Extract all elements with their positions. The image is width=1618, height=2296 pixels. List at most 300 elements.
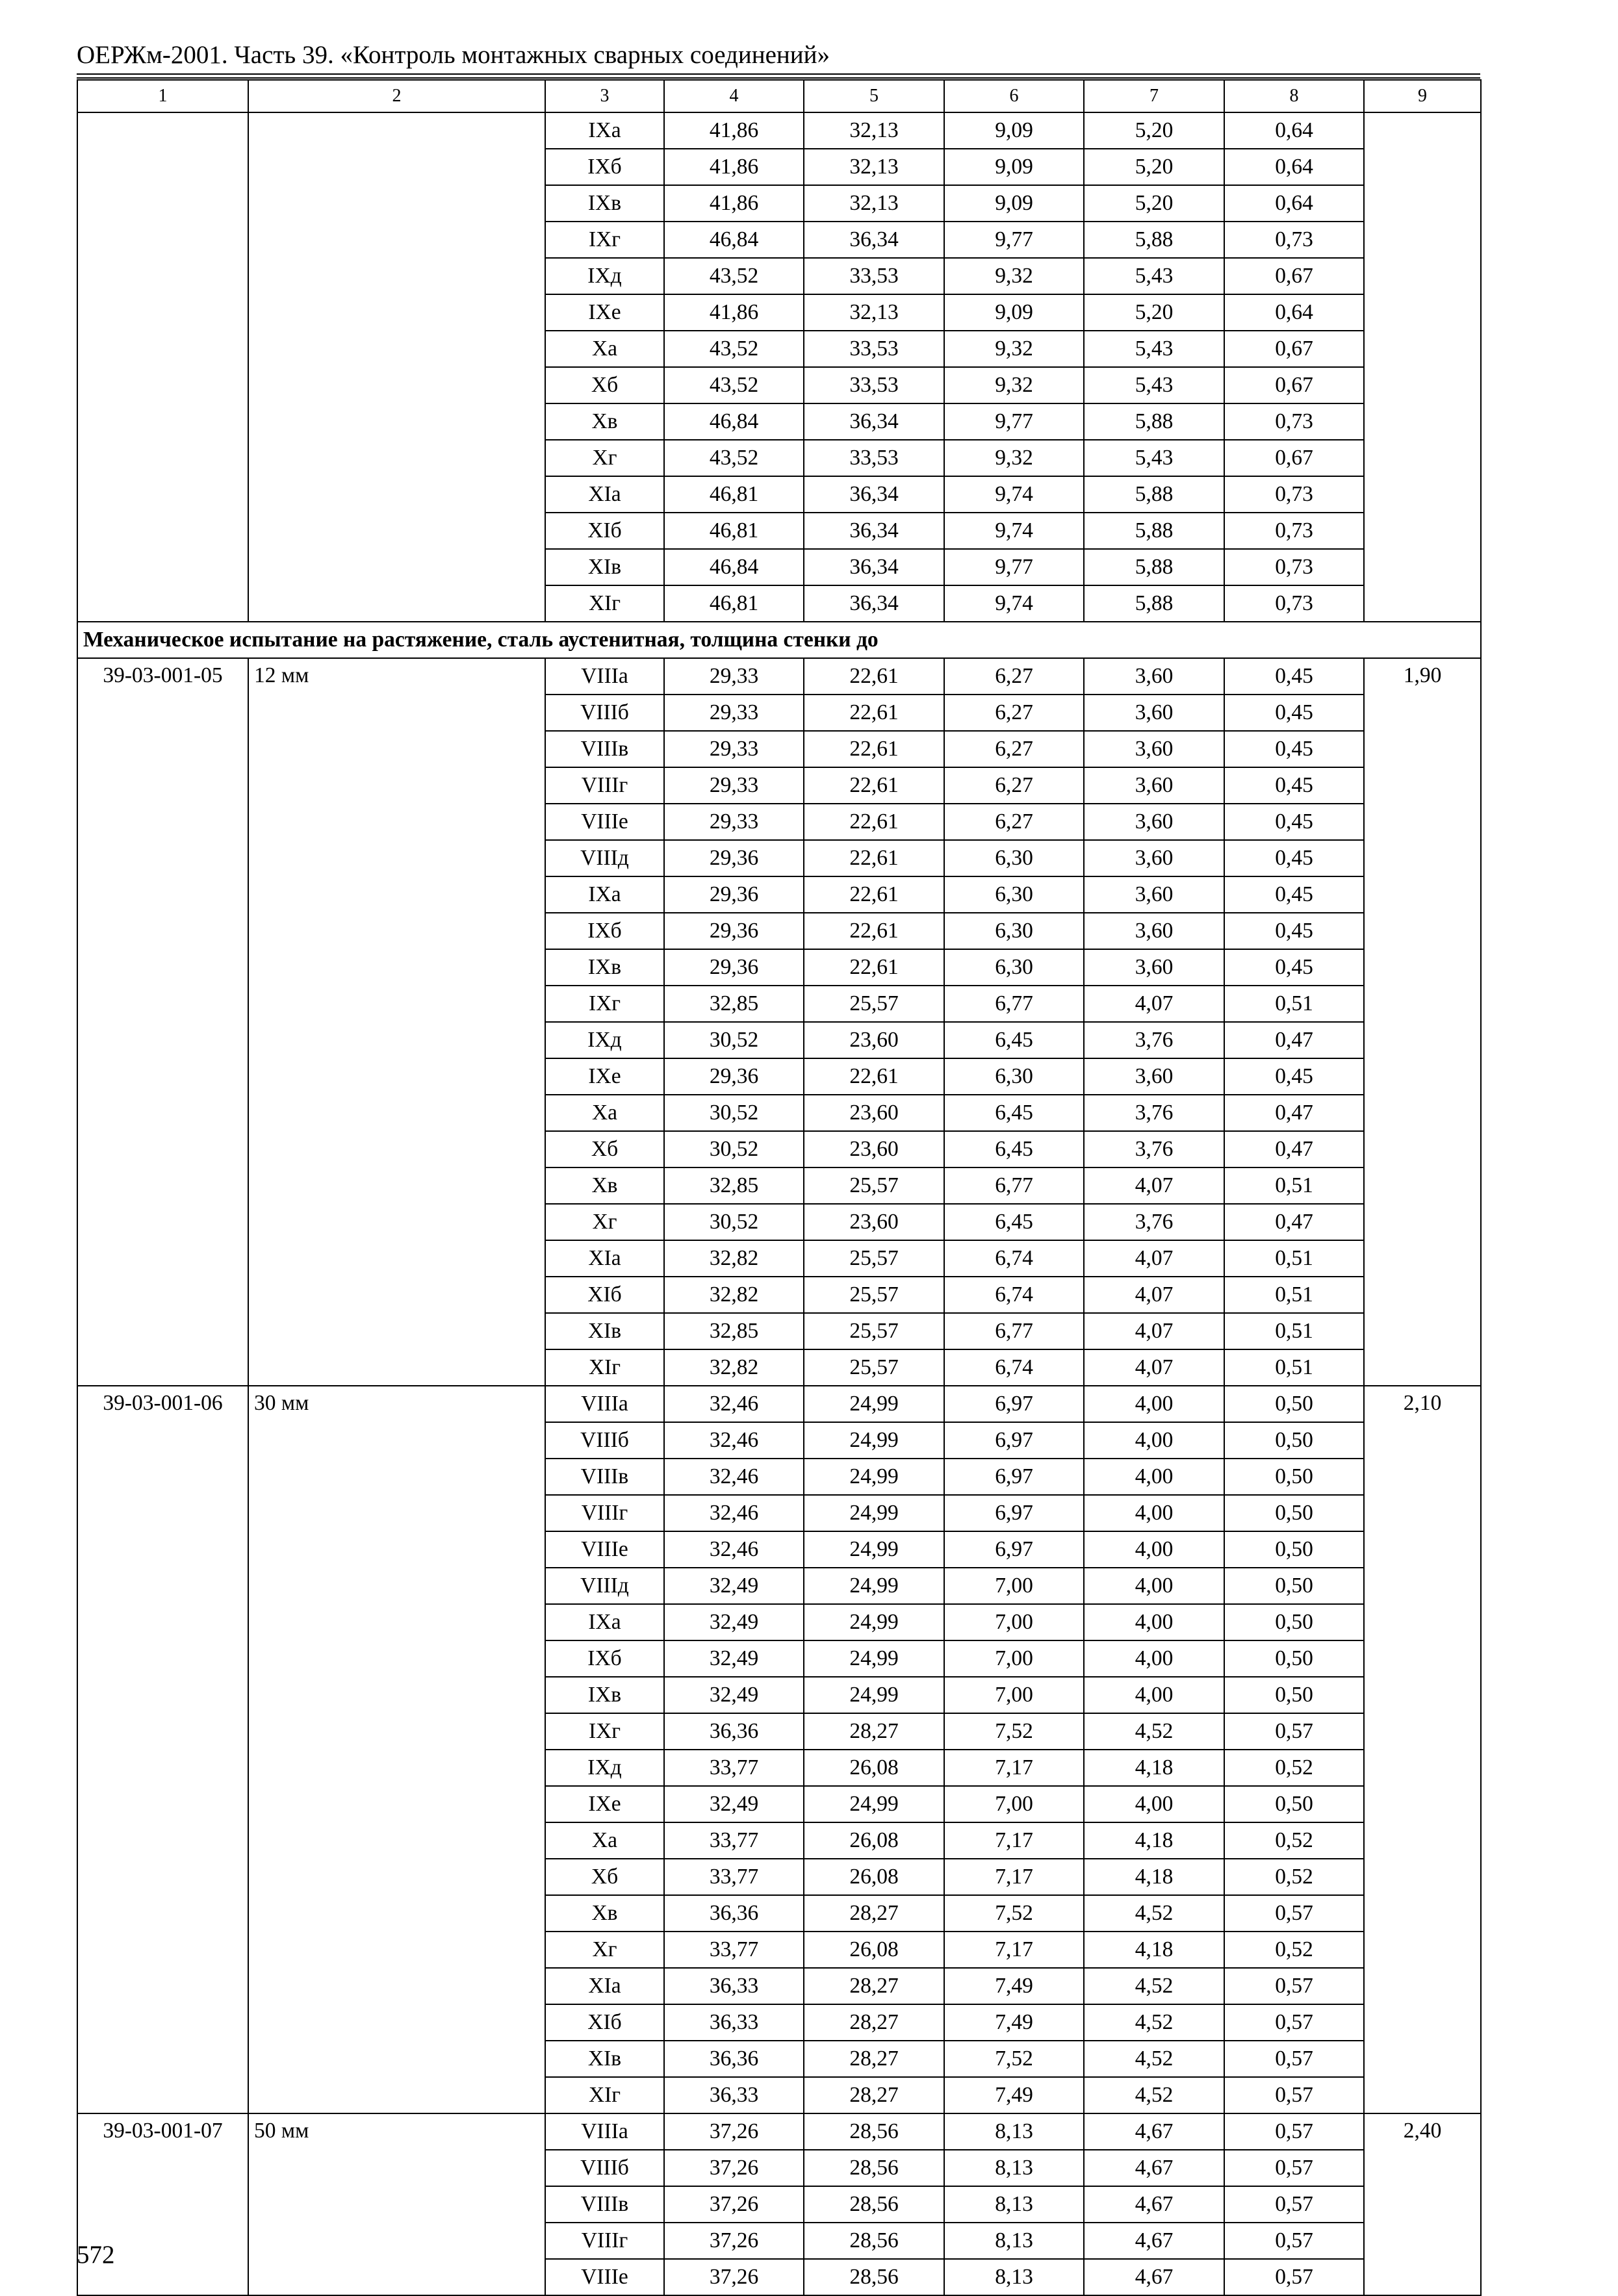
header-rule-bottom	[77, 77, 1480, 79]
category-cell: XIб	[545, 1277, 664, 1313]
col9-value-cell: 1,90	[1364, 658, 1481, 1386]
value-cell: 0,45	[1224, 913, 1364, 949]
value-cell: 33,53	[804, 258, 944, 294]
value-cell: 41,86	[664, 112, 804, 149]
rate-code-cell	[77, 112, 248, 622]
category-cell: Xa	[545, 1822, 664, 1859]
value-cell: 28,56	[804, 2223, 944, 2259]
value-cell: 0,51	[1224, 986, 1364, 1022]
value-cell: 6,45	[944, 1131, 1084, 1167]
value-cell: 0,50	[1224, 1568, 1364, 1604]
value-cell: 9,74	[944, 585, 1084, 622]
value-cell: 24,99	[804, 1568, 944, 1604]
value-cell: 25,57	[804, 1277, 944, 1313]
value-cell: 7,00	[944, 1786, 1084, 1822]
rate-code-cell: 39-03-001-05	[77, 658, 248, 1386]
value-cell: 46,81	[664, 476, 804, 513]
value-cell: 0,50	[1224, 1422, 1364, 1459]
value-cell: 0,67	[1224, 331, 1364, 367]
value-cell: 41,86	[664, 185, 804, 222]
value-cell: 6,27	[944, 658, 1084, 695]
value-cell: 4,67	[1084, 2186, 1224, 2223]
value-cell: 0,47	[1224, 1204, 1364, 1240]
value-cell: 22,61	[804, 731, 944, 767]
value-cell: 6,77	[944, 1167, 1084, 1204]
value-cell: 43,52	[664, 331, 804, 367]
page-header-title: ОЕРЖм-2001. Часть 39. «Контроль монтажных сварных соединений»	[77, 41, 830, 69]
value-cell: 28,27	[804, 2004, 944, 2041]
rates-table-body	[77, 80, 1481, 2295]
value-cell: 36,34	[804, 513, 944, 549]
value-cell: 4,52	[1084, 2004, 1224, 2041]
value-cell: 22,61	[804, 1058, 944, 1095]
value-cell: 4,18	[1084, 1822, 1224, 1859]
value-cell: 0,64	[1224, 294, 1364, 331]
value-cell: 0,47	[1224, 1095, 1364, 1131]
value-cell: 3,76	[1084, 1022, 1224, 1058]
value-cell: 0,57	[1224, 1895, 1364, 1932]
value-cell: 33,77	[664, 1822, 804, 1859]
value-cell: 5,43	[1084, 440, 1224, 476]
category-cell: IXв	[545, 949, 664, 986]
value-cell: 5,20	[1084, 112, 1224, 149]
value-cell: 43,52	[664, 367, 804, 403]
value-cell: 5,88	[1084, 585, 1224, 622]
value-cell: 4,00	[1084, 1386, 1224, 1422]
value-cell: 8,13	[944, 2223, 1084, 2259]
value-cell: 30,52	[664, 1204, 804, 1240]
value-cell: 29,36	[664, 876, 804, 913]
value-cell: 37,26	[664, 2223, 804, 2259]
value-cell: 32,46	[664, 1459, 804, 1495]
category-cell: VIIIд	[545, 1568, 664, 1604]
value-cell: 7,00	[944, 1568, 1084, 1604]
category-cell: IXe	[545, 1786, 664, 1822]
value-cell: 36,34	[804, 476, 944, 513]
value-cell: 7,00	[944, 1604, 1084, 1640]
value-cell: 4,00	[1084, 1640, 1224, 1677]
category-cell: IXб	[545, 913, 664, 949]
category-cell: VIIIд	[545, 840, 664, 876]
value-cell: 4,52	[1084, 1968, 1224, 2004]
value-cell: 32,49	[664, 1604, 804, 1640]
value-cell: 3,60	[1084, 767, 1224, 804]
value-cell: 0,45	[1224, 804, 1364, 840]
category-cell: Xб	[545, 367, 664, 403]
value-cell: 32,82	[664, 1277, 804, 1313]
table-row	[77, 658, 1481, 695]
value-cell: 0,57	[1224, 2259, 1364, 2295]
value-cell: 5,43	[1084, 258, 1224, 294]
value-cell: 3,60	[1084, 804, 1224, 840]
column-number-row	[77, 80, 1481, 112]
category-cell: VIIIв	[545, 2186, 664, 2223]
value-cell: 36,33	[664, 2004, 804, 2041]
value-cell: 32,49	[664, 1677, 804, 1713]
value-cell: 25,57	[804, 986, 944, 1022]
value-cell: 4,00	[1084, 1531, 1224, 1568]
value-cell: 7,17	[944, 1859, 1084, 1895]
value-cell: 0,52	[1224, 1932, 1364, 1968]
value-cell: 26,08	[804, 1750, 944, 1786]
value-cell: 3,60	[1084, 913, 1224, 949]
value-cell: 32,13	[804, 185, 944, 222]
value-cell: 24,99	[804, 1531, 944, 1568]
value-cell: 22,61	[804, 804, 944, 840]
value-cell: 29,33	[664, 658, 804, 695]
value-cell: 0,57	[1224, 1968, 1364, 2004]
value-cell: 0,50	[1224, 1459, 1364, 1495]
value-cell: 46,84	[664, 403, 804, 440]
col9-value-cell	[1364, 112, 1481, 622]
category-cell: VIIIa	[545, 658, 664, 695]
value-cell: 46,84	[664, 222, 804, 258]
value-cell: 30,52	[664, 1131, 804, 1167]
value-cell: 3,76	[1084, 1204, 1224, 1240]
value-cell: 26,08	[804, 1859, 944, 1895]
value-cell: 28,27	[804, 2077, 944, 2113]
value-cell: 29,33	[664, 695, 804, 731]
value-cell: 6,97	[944, 1459, 1084, 1495]
value-cell: 3,60	[1084, 1058, 1224, 1095]
value-cell: 0,51	[1224, 1277, 1364, 1313]
value-cell: 41,86	[664, 294, 804, 331]
value-cell: 8,13	[944, 2113, 1084, 2150]
value-cell: 6,30	[944, 913, 1084, 949]
col9-value-cell: 2,40	[1364, 2113, 1481, 2295]
value-cell: 0,50	[1224, 1677, 1364, 1713]
value-cell: 32,49	[664, 1640, 804, 1677]
column-number: 1	[77, 80, 248, 112]
value-cell: 0,45	[1224, 695, 1364, 731]
value-cell: 7,17	[944, 1822, 1084, 1859]
category-cell: XIб	[545, 2004, 664, 2041]
value-cell: 0,50	[1224, 1495, 1364, 1531]
value-cell: 29,36	[664, 1058, 804, 1095]
value-cell: 0,50	[1224, 1640, 1364, 1677]
value-cell: 9,74	[944, 476, 1084, 513]
value-cell: 22,61	[804, 767, 944, 804]
value-cell: 24,99	[804, 1459, 944, 1495]
value-cell: 23,60	[804, 1204, 944, 1240]
column-number: 2	[248, 80, 545, 112]
value-cell: 46,84	[664, 549, 804, 585]
value-cell: 24,99	[804, 1386, 944, 1422]
value-cell: 8,13	[944, 2259, 1084, 2295]
column-number: 8	[1224, 80, 1364, 112]
value-cell: 6,97	[944, 1422, 1084, 1459]
value-cell: 4,67	[1084, 2223, 1224, 2259]
table-row	[77, 1386, 1481, 1422]
value-cell: 0,45	[1224, 949, 1364, 986]
value-cell: 29,36	[664, 949, 804, 986]
value-cell: 4,00	[1084, 1604, 1224, 1640]
category-cell: VIIIб	[545, 2150, 664, 2186]
header-rule-top	[77, 73, 1480, 75]
value-cell: 30,52	[664, 1022, 804, 1058]
value-cell: 28,27	[804, 1895, 944, 1932]
value-cell: 6,27	[944, 731, 1084, 767]
value-cell: 32,46	[664, 1422, 804, 1459]
value-cell: 0,57	[1224, 2223, 1364, 2259]
value-cell: 3,60	[1084, 695, 1224, 731]
value-cell: 36,36	[664, 2041, 804, 2077]
value-cell: 0,45	[1224, 840, 1364, 876]
value-cell: 7,17	[944, 1750, 1084, 1786]
category-cell: IXa	[545, 876, 664, 913]
category-cell: Xг	[545, 440, 664, 476]
value-cell: 24,99	[804, 1640, 944, 1677]
value-cell: 0,64	[1224, 149, 1364, 185]
value-cell: 9,77	[944, 222, 1084, 258]
value-cell: 0,45	[1224, 658, 1364, 695]
category-cell: VIIIa	[545, 1386, 664, 1422]
value-cell: 0,57	[1224, 2004, 1364, 2041]
category-cell: Xв	[545, 1167, 664, 1204]
value-cell: 9,77	[944, 549, 1084, 585]
value-cell: 3,60	[1084, 876, 1224, 913]
value-cell: 5,88	[1084, 476, 1224, 513]
value-cell: 0,73	[1224, 222, 1364, 258]
value-cell: 32,49	[664, 1568, 804, 1604]
value-cell: 46,81	[664, 585, 804, 622]
value-cell: 5,88	[1084, 403, 1224, 440]
category-cell: IXд	[545, 258, 664, 294]
value-cell: 4,07	[1084, 1313, 1224, 1349]
value-cell: 6,97	[944, 1495, 1084, 1531]
value-cell: 7,52	[944, 1713, 1084, 1750]
value-cell: 9,32	[944, 440, 1084, 476]
value-cell: 5,20	[1084, 149, 1224, 185]
value-cell: 4,00	[1084, 1459, 1224, 1495]
value-cell: 7,52	[944, 2041, 1084, 2077]
value-cell: 33,53	[804, 367, 944, 403]
rate-code-cell: 39-03-001-06	[77, 1386, 248, 2113]
value-cell: 28,56	[804, 2113, 944, 2150]
category-cell: IXб	[545, 149, 664, 185]
value-cell: 0,51	[1224, 1240, 1364, 1277]
category-cell: Xa	[545, 331, 664, 367]
value-cell: 9,09	[944, 112, 1084, 149]
value-cell: 29,36	[664, 913, 804, 949]
value-cell: 3,60	[1084, 658, 1224, 695]
category-cell: Xг	[545, 1204, 664, 1240]
category-cell: XIa	[545, 476, 664, 513]
value-cell: 5,20	[1084, 185, 1224, 222]
category-cell: IXe	[545, 294, 664, 331]
value-cell: 0,64	[1224, 112, 1364, 149]
value-cell: 37,26	[664, 2186, 804, 2223]
value-cell: 25,57	[804, 1313, 944, 1349]
value-cell: 0,57	[1224, 2150, 1364, 2186]
value-cell: 4,52	[1084, 1895, 1224, 1932]
value-cell: 36,36	[664, 1895, 804, 1932]
value-cell: 4,00	[1084, 1786, 1224, 1822]
value-cell: 46,81	[664, 513, 804, 549]
value-cell: 9,77	[944, 403, 1084, 440]
value-cell: 6,27	[944, 804, 1084, 840]
category-cell: IXг	[545, 986, 664, 1022]
value-cell: 0,52	[1224, 1750, 1364, 1786]
column-number: 4	[664, 80, 804, 112]
value-cell: 4,07	[1084, 986, 1224, 1022]
value-cell: 32,82	[664, 1349, 804, 1386]
value-cell: 4,18	[1084, 1750, 1224, 1786]
value-cell: 6,74	[944, 1277, 1084, 1313]
section-title: Механическое испытание на растяжение, сталь аустенитная, толщина стенки до	[77, 622, 1481, 658]
value-cell: 28,56	[804, 2259, 944, 2295]
value-cell: 4,07	[1084, 1240, 1224, 1277]
page-number: 572	[77, 2241, 115, 2269]
value-cell: 0,57	[1224, 1713, 1364, 1750]
value-cell: 6,27	[944, 767, 1084, 804]
value-cell: 0,47	[1224, 1131, 1364, 1167]
value-cell: 36,34	[804, 585, 944, 622]
category-cell: VIIIв	[545, 731, 664, 767]
value-cell: 0,50	[1224, 1604, 1364, 1640]
value-cell: 23,60	[804, 1131, 944, 1167]
value-cell: 9,09	[944, 185, 1084, 222]
value-cell: 6,97	[944, 1386, 1084, 1422]
value-cell: 0,45	[1224, 876, 1364, 913]
value-cell: 0,52	[1224, 1822, 1364, 1859]
column-number: 6	[944, 80, 1084, 112]
value-cell: 8,13	[944, 2186, 1084, 2223]
value-cell: 8,13	[944, 2150, 1084, 2186]
value-cell: 6,77	[944, 1313, 1084, 1349]
category-cell: VIIIг	[545, 1495, 664, 1531]
value-cell: 37,26	[664, 2259, 804, 2295]
value-cell: 0,52	[1224, 1859, 1364, 1895]
value-cell: 25,57	[804, 1349, 944, 1386]
category-cell: IXг	[545, 222, 664, 258]
value-cell: 29,33	[664, 731, 804, 767]
value-cell: 0,51	[1224, 1349, 1364, 1386]
value-cell: 37,26	[664, 2150, 804, 2186]
value-cell: 22,61	[804, 658, 944, 695]
value-cell: 6,30	[944, 840, 1084, 876]
value-cell: 4,00	[1084, 1422, 1224, 1459]
value-cell: 32,49	[664, 1786, 804, 1822]
value-cell: 4,00	[1084, 1677, 1224, 1713]
category-cell: VIIIe	[545, 2259, 664, 2295]
category-cell: VIIIб	[545, 1422, 664, 1459]
description-cell: 50 мм	[248, 2113, 545, 2295]
value-cell: 26,08	[804, 1932, 944, 1968]
category-cell: Xв	[545, 1895, 664, 1932]
value-cell: 5,20	[1084, 294, 1224, 331]
value-cell: 6,97	[944, 1531, 1084, 1568]
value-cell: 33,53	[804, 440, 944, 476]
value-cell: 37,26	[664, 2113, 804, 2150]
value-cell: 0,64	[1224, 185, 1364, 222]
value-cell: 0,50	[1224, 1531, 1364, 1568]
value-cell: 24,99	[804, 1604, 944, 1640]
rate-code-cell: 39-03-001-07	[77, 2113, 248, 2295]
value-cell: 6,30	[944, 949, 1084, 986]
value-cell: 0,73	[1224, 585, 1364, 622]
value-cell: 0,45	[1224, 1058, 1364, 1095]
value-cell: 4,07	[1084, 1167, 1224, 1204]
category-cell: VIIIг	[545, 2223, 664, 2259]
value-cell: 3,60	[1084, 731, 1224, 767]
description-cell	[248, 112, 545, 622]
value-cell: 0,50	[1224, 1386, 1364, 1422]
value-cell: 9,09	[944, 149, 1084, 185]
value-cell: 33,53	[804, 331, 944, 367]
value-cell: 4,00	[1084, 1495, 1224, 1531]
value-cell: 36,34	[804, 222, 944, 258]
table-row	[77, 112, 1481, 149]
value-cell: 4,67	[1084, 2150, 1224, 2186]
value-cell: 0,45	[1224, 767, 1364, 804]
value-cell: 4,67	[1084, 2259, 1224, 2295]
column-number: 9	[1364, 80, 1481, 112]
value-cell: 0,51	[1224, 1167, 1364, 1204]
value-cell: 32,13	[804, 294, 944, 331]
value-cell: 32,85	[664, 1167, 804, 1204]
category-cell: Xa	[545, 1095, 664, 1131]
value-cell: 0,47	[1224, 1022, 1364, 1058]
value-cell: 3,60	[1084, 949, 1224, 986]
category-cell: VIIIв	[545, 1459, 664, 1495]
category-cell: VIIIe	[545, 804, 664, 840]
value-cell: 36,34	[804, 403, 944, 440]
category-cell: IXд	[545, 1022, 664, 1058]
value-cell: 36,33	[664, 2077, 804, 2113]
value-cell: 0,50	[1224, 1786, 1364, 1822]
value-cell: 5,88	[1084, 513, 1224, 549]
value-cell: 33,77	[664, 1859, 804, 1895]
value-cell: 22,61	[804, 949, 944, 986]
value-cell: 32,46	[664, 1531, 804, 1568]
value-cell: 0,57	[1224, 2186, 1364, 2223]
category-cell: Xб	[545, 1131, 664, 1167]
value-cell: 0,57	[1224, 2113, 1364, 2150]
value-cell: 28,27	[804, 1968, 944, 2004]
value-cell: 6,30	[944, 876, 1084, 913]
value-cell: 6,45	[944, 1095, 1084, 1131]
value-cell: 6,27	[944, 695, 1084, 731]
value-cell: 0,67	[1224, 440, 1364, 476]
category-cell: VIIIe	[545, 1531, 664, 1568]
value-cell: 5,88	[1084, 549, 1224, 585]
value-cell: 5,43	[1084, 331, 1224, 367]
value-cell: 30,52	[664, 1095, 804, 1131]
value-cell: 7,52	[944, 1895, 1084, 1932]
category-cell: XIв	[545, 549, 664, 585]
value-cell: 5,88	[1084, 222, 1224, 258]
value-cell: 32,85	[664, 1313, 804, 1349]
value-cell: 28,56	[804, 2150, 944, 2186]
value-cell: 24,99	[804, 1422, 944, 1459]
value-cell: 0,57	[1224, 2077, 1364, 2113]
category-cell: XIг	[545, 1349, 664, 1386]
value-cell: 41,86	[664, 149, 804, 185]
value-cell: 0,73	[1224, 513, 1364, 549]
value-cell: 0,73	[1224, 403, 1364, 440]
category-cell: VIIIб	[545, 695, 664, 731]
category-cell: IXд	[545, 1750, 664, 1786]
value-cell: 28,27	[804, 2041, 944, 2077]
value-cell: 5,43	[1084, 367, 1224, 403]
value-cell: 28,27	[804, 1713, 944, 1750]
value-cell: 32,85	[664, 986, 804, 1022]
value-cell: 25,57	[804, 1240, 944, 1277]
value-cell: 3,60	[1084, 840, 1224, 876]
category-cell: IXв	[545, 1677, 664, 1713]
category-cell: VIIIг	[545, 767, 664, 804]
